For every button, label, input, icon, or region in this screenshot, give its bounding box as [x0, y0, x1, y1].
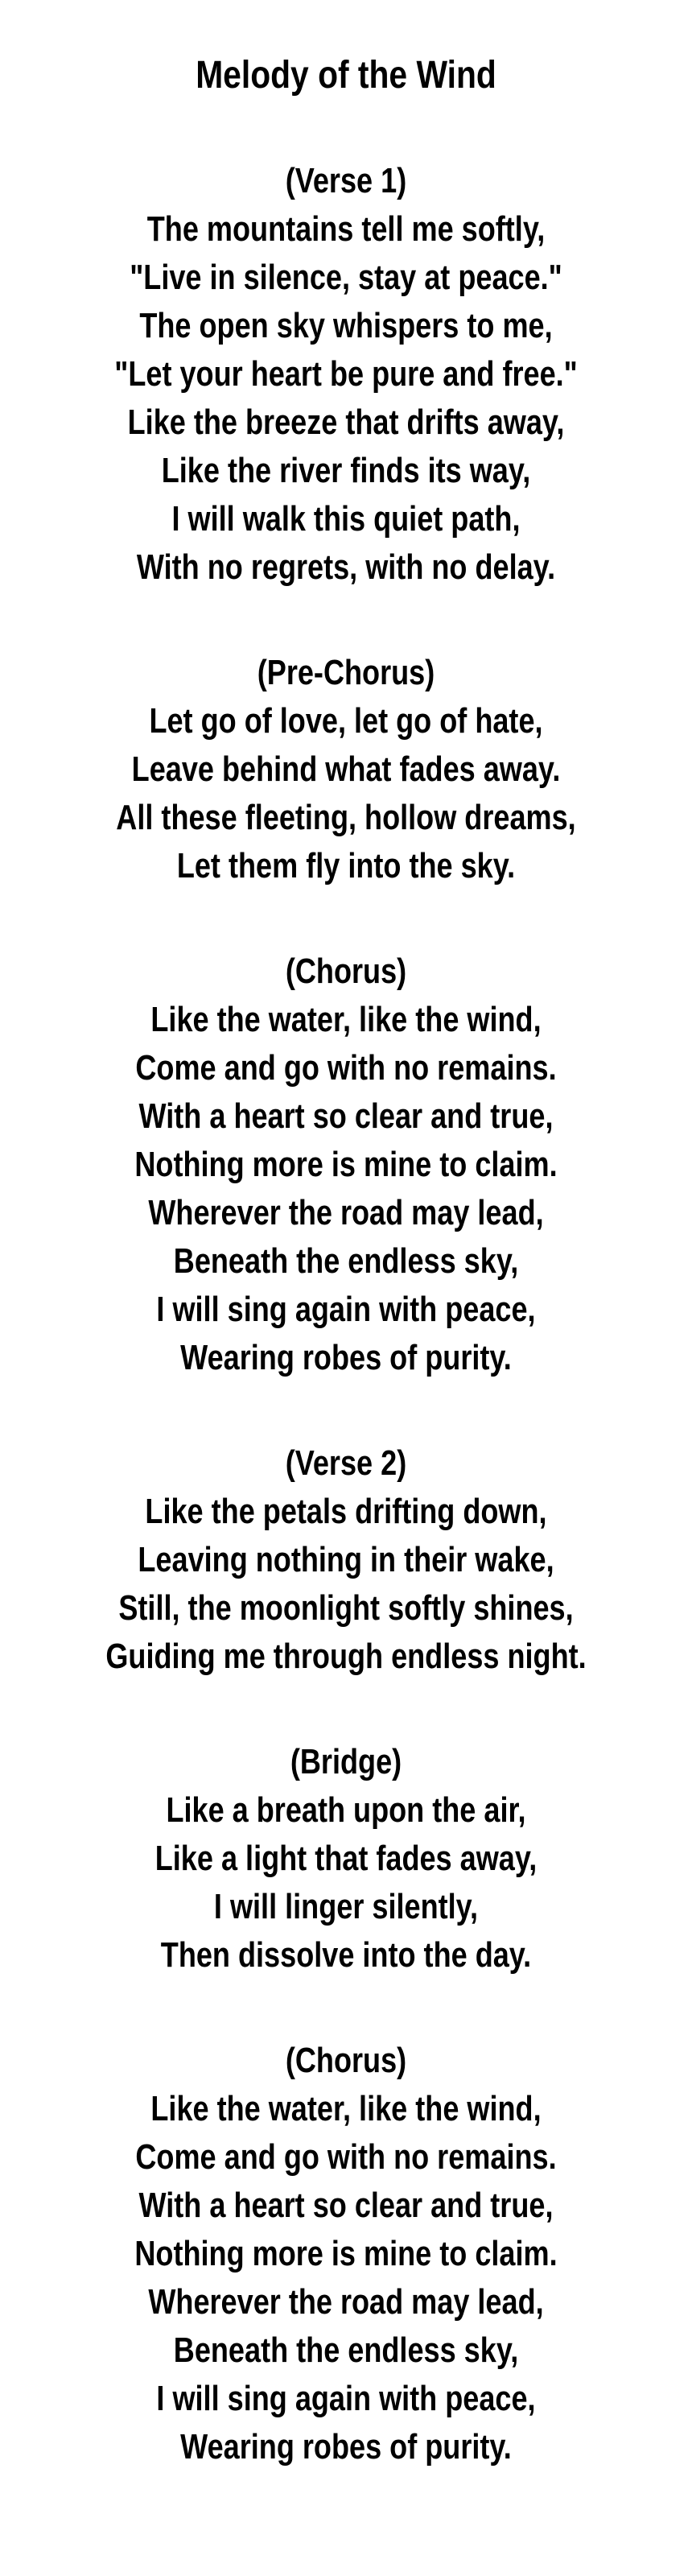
lyric-line: Guiding me through endless night.	[105, 1637, 587, 1676]
lyric-line: Like the water, like the wind,	[150, 2089, 542, 2128]
stanza-heading: (Bridge)	[290, 1742, 402, 1781]
lyric-line: Come and go with no remains.	[135, 2137, 557, 2177]
lyric-line: All these fleeting, hollow dreams,	[116, 798, 576, 837]
lyric-line: "Let your heart be pure and free."	[114, 354, 578, 394]
lyric-line: I will walk this quiet path,	[171, 499, 521, 539]
lyric-stanza	[0, 947, 692, 1382]
lyric-line: Like the petals drifting down,	[145, 1492, 547, 1531]
lyric-line: Nothing more is mine to claim.	[134, 2234, 558, 2273]
lyric-line: Like the water, like the wind,	[150, 1000, 542, 1039]
lyric-line: Let go of love, let go of hate,	[149, 701, 543, 741]
lyric-line: Still, the moonlight softly shines,	[118, 1588, 574, 1628]
lyric-line: Let them fly into the sky.	[176, 846, 516, 886]
lyric-line: Nothing more is mine to claim.	[134, 1145, 558, 1184]
lyric-line: I will linger silently,	[213, 1887, 479, 1926]
lyric-stanza	[0, 1738, 692, 1979]
stanza-heading: (Pre-Chorus)	[257, 653, 435, 692]
stanza-heading: (Verse 1)	[285, 161, 407, 200]
lyric-stanza	[0, 649, 692, 890]
lyric-line: Like the river finds its way,	[161, 451, 531, 490]
page-title: Melody of the Wind	[196, 54, 496, 97]
lyric-line: With a heart so clear and true,	[138, 1096, 554, 1136]
lyric-line: Come and go with no remains.	[135, 1048, 557, 1088]
stanza-list	[0, 157, 692, 2471]
lyric-line: The mountains tell me softly,	[146, 209, 546, 249]
stanza-heading: (Verse 2)	[285, 1443, 407, 1483]
lyric-line: Like a breath upon the air,	[166, 1790, 526, 1830]
lyric-line: Like the breeze that drifts away,	[127, 402, 565, 442]
lyric-stanza	[0, 1439, 692, 1681]
stanza-heading: (Chorus)	[285, 2041, 407, 2080]
lyric-line: Beneath the endless sky,	[173, 1241, 519, 1281]
lyric-line: Leaving nothing in their wake,	[138, 1540, 554, 1579]
lyric-line: I will sing again with peace,	[156, 1290, 536, 1329]
lyric-stanza	[0, 157, 692, 592]
lyric-stanza	[0, 2037, 692, 2471]
lyric-line: With no regrets, with no delay.	[136, 547, 556, 587]
lyric-line: With a heart so clear and true,	[138, 2186, 554, 2225]
lyric-line: Leave behind what fades away.	[131, 749, 561, 789]
lyric-line: The open sky whispers to me,	[139, 306, 553, 345]
lyric-line: I will sing again with peace,	[156, 2379, 536, 2418]
lyric-line: "Live in silence, stay at peace."	[130, 258, 562, 297]
lyric-line: Then dissolve into the day.	[160, 1935, 532, 1975]
lyric-line: Wearing robes of purity.	[180, 1338, 512, 1377]
lyric-line: Wherever the road may lead,	[148, 1193, 544, 1232]
lyric-line: Wherever the road may lead,	[148, 2282, 544, 2322]
lyric-line: Like a light that fades away,	[154, 1839, 538, 1878]
stanza-heading: (Chorus)	[285, 952, 407, 991]
lyric-line: Wearing robes of purity.	[180, 2427, 512, 2467]
lyric-line: Beneath the endless sky,	[173, 2330, 519, 2370]
